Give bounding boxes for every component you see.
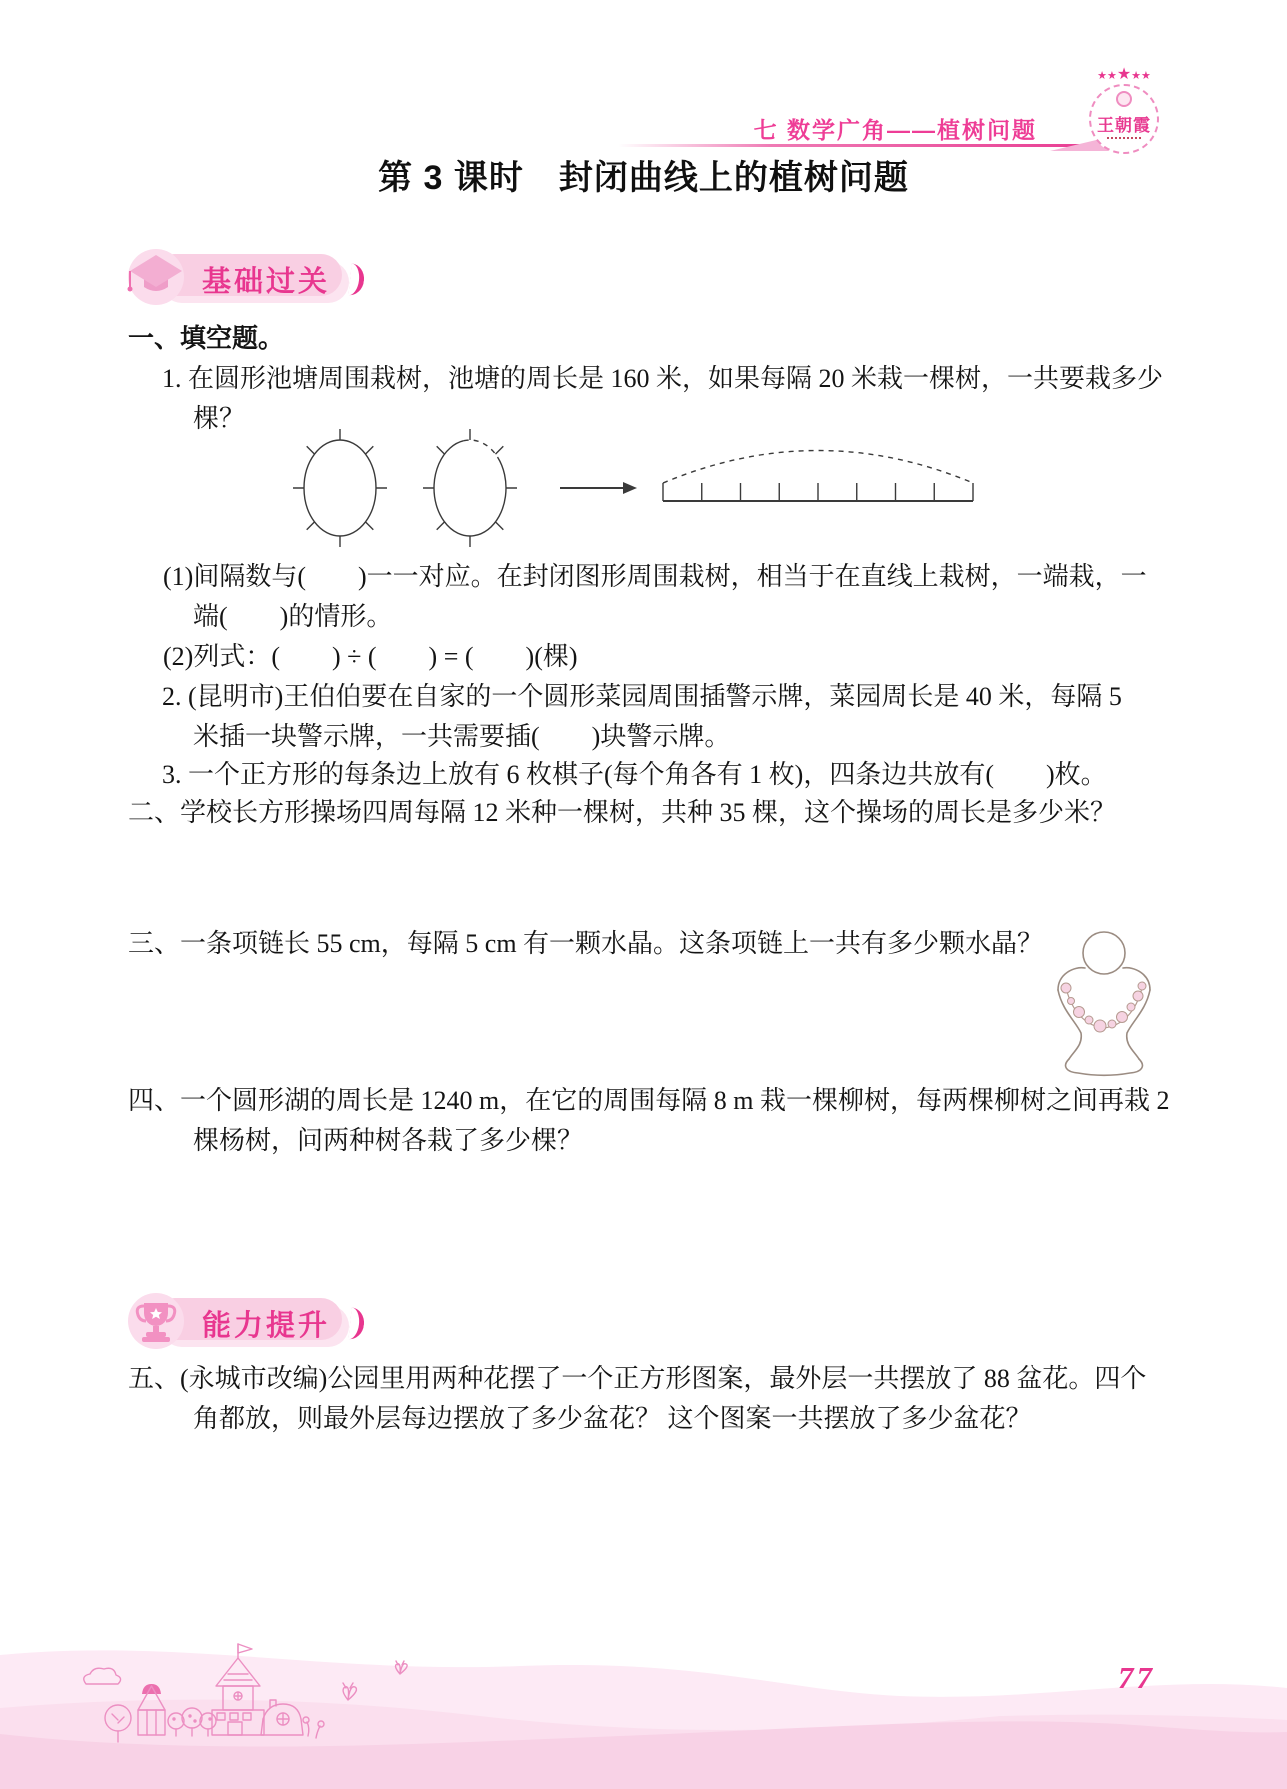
- q1-sub1-line-2: 端( )的情形。: [193, 602, 393, 631]
- graduation-cap-icon: [124, 245, 188, 309]
- dashed-arc: [663, 451, 973, 484]
- pond-circle-2: [423, 429, 517, 547]
- q1-sub2-line: (2)列式：( ) ÷ ( ) = ( )(棵): [163, 642, 578, 671]
- badge-basics-label: 基础过关: [202, 266, 331, 298]
- question-four-line-2: 棵杨树，问两种树各栽了多少棵？: [193, 1126, 584, 1155]
- necklace-bust-illustration: [1038, 926, 1170, 1078]
- question-two: [128, 792, 1116, 829]
- question-four-text-1: 一个圆形湖的周长是 1240 m，在它的周围每隔 8 m 栽一棵柳树，每两棵柳树之间再栽 2: [180, 1086, 1170, 1115]
- question-five-label: 五、: [128, 1363, 181, 1393]
- question-two-label: 二、: [128, 797, 181, 827]
- lesson-title: 第 3 课时 封闭曲线上的植树问题: [378, 159, 909, 197]
- circle-unroll-diagram: [255, 428, 1000, 553]
- stamp-name: 王朝霞: [1097, 116, 1151, 135]
- badge-tail-icon: [348, 263, 365, 296]
- stamp-circle: [1089, 84, 1159, 154]
- q1-sub1-line-1: (1)间隔数与( )一一对应。在封闭图形周围栽树，相当于在直线上栽树，一端栽，一: [163, 562, 1147, 591]
- question-two-text: 学校长方形操场四周每隔 12 米种一棵树，共种 35 棵，这个操场的周长是多少米？: [180, 798, 1117, 827]
- fill-in-header: 一、填空题。: [128, 323, 285, 353]
- stamp-subtext-decoration: [1107, 136, 1141, 139]
- stamp-face-icon: [1116, 91, 1132, 107]
- question-three-label: 三、: [128, 928, 181, 958]
- trophy-icon: [124, 1289, 188, 1353]
- q1-line-1: 1. 在圆形池塘周围栽树，池塘的周长是 160 米，如果每隔 20 米栽一棵树，一共要栽多少: [162, 364, 1164, 393]
- question-five-text-1: (永城市改编)公园里用两种花摆了一个正方形图案，最外层一共摆放了 88 盆花。四个: [180, 1364, 1147, 1393]
- question-five-line-2: 角都放，则最外层每边摆放了多少盆花？ 这个图案一共摆放了多少盆花？: [193, 1404, 1032, 1433]
- q2-line-1: 2. (昆明市)王伯伯要在自家的一个圆形菜园周围插警示牌，菜园周长是 40 米，每隔 5: [162, 682, 1122, 711]
- chapter-header-label: 七 数学广角——植树问题: [753, 117, 1037, 143]
- publisher-stamp: [1076, 68, 1172, 154]
- pond-circle-1: [293, 429, 387, 547]
- page-number: 77: [1118, 1660, 1155, 1695]
- question-four-line-1: [128, 1080, 1169, 1117]
- question-three-text: 一条项链长 55 cm，每隔 5 cm 有一颗水晶。这条项链上一共有多少颗水晶？: [180, 929, 1044, 958]
- q1-line-2: 棵？: [193, 404, 246, 433]
- section-badge-advanced: [126, 1292, 376, 1354]
- question-three: [128, 923, 1043, 960]
- badge-tail-icon: [348, 1307, 365, 1340]
- section-badge-basics: [126, 248, 376, 310]
- stamp-stars-icon: ★★★★★: [1097, 66, 1151, 83]
- q2-line-2: 米插一块警示牌，一共需要插( )块警示牌。: [193, 722, 731, 751]
- number-line: [663, 483, 973, 501]
- arrow-icon: [560, 482, 637, 494]
- footer-wave-decoration: [0, 1624, 1287, 1789]
- q3-line: 3. 一个正方形的每条边上放有 6 枚棋子(每个角各有 1 枚)，四条边共放有( )枚。: [162, 760, 1107, 789]
- question-five-line-1: [128, 1358, 1146, 1395]
- question-four-label: 四、: [128, 1085, 181, 1115]
- badge-advanced-label: 能力提升: [202, 1310, 331, 1342]
